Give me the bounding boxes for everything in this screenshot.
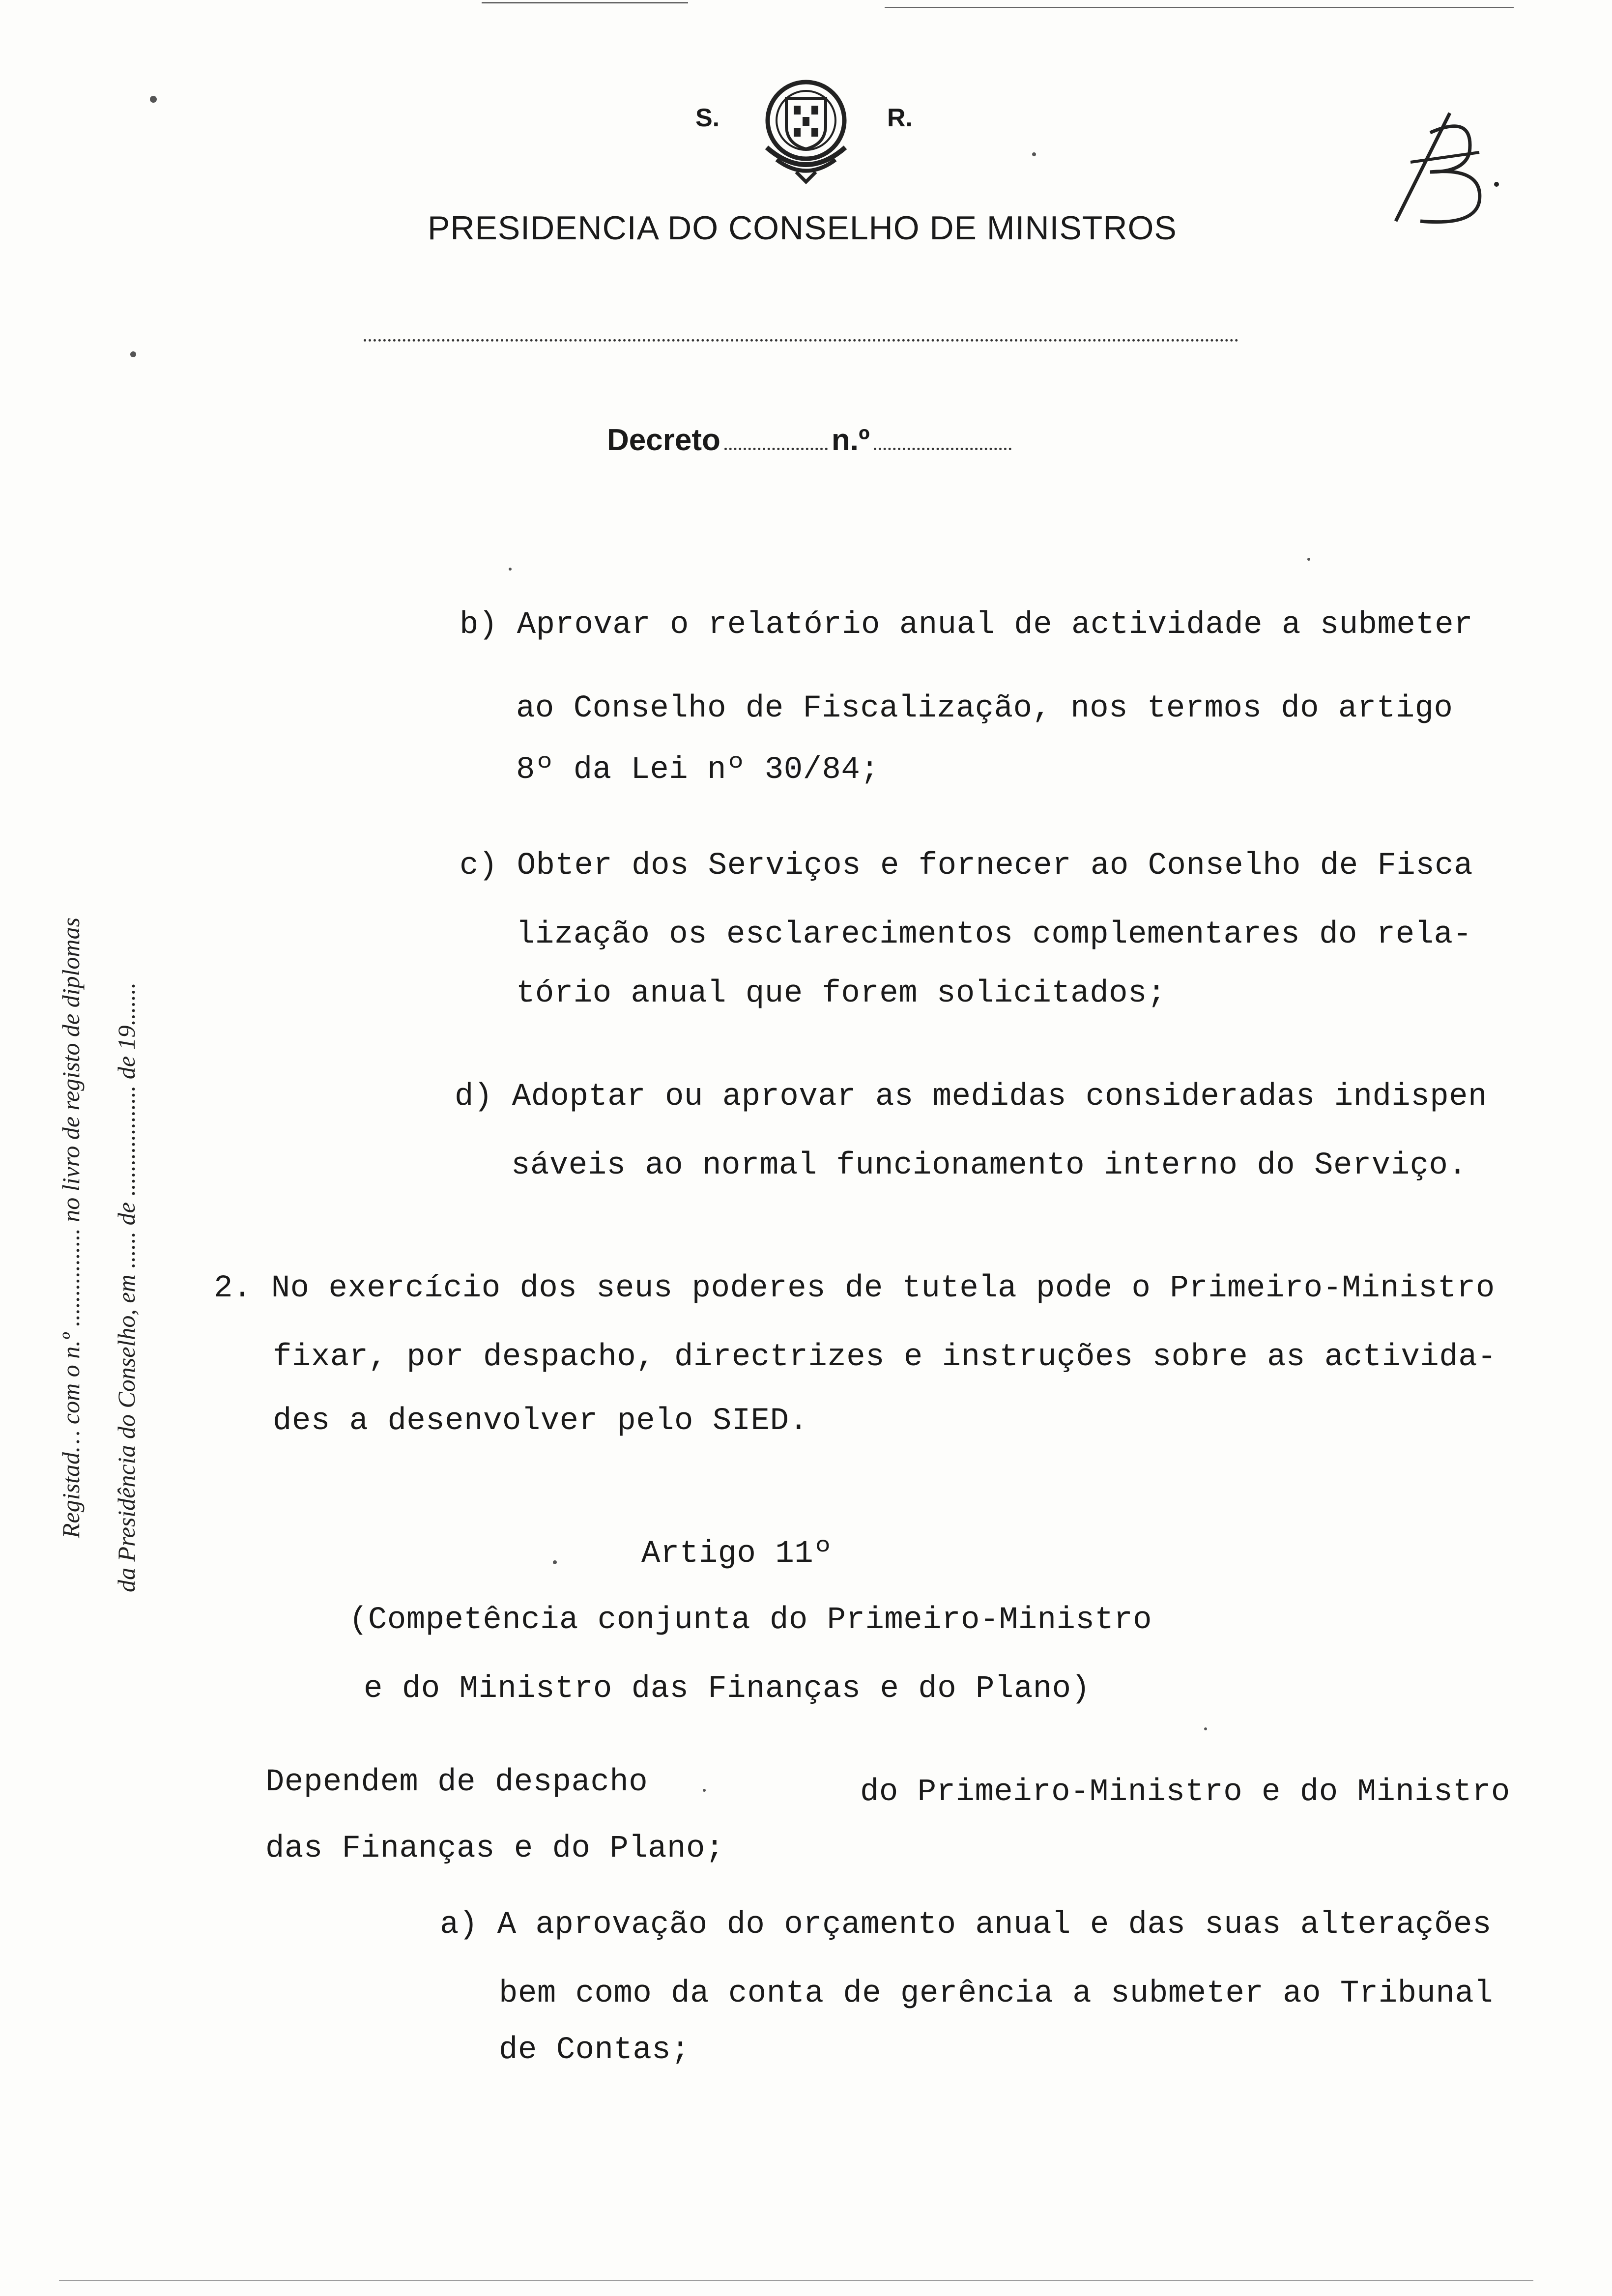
scan-speck — [150, 96, 157, 103]
item-c-line-1: c) Obter dos Serviços e fornecer ao Conselho de Fisca — [460, 848, 1473, 884]
margin-registration-line-1: Registad… com o n.º ................ no livro de registo de diplomas — [57, 917, 85, 1538]
page-title: PRESIDENCIA DO CONSELHO DE MINISTROS — [428, 209, 1177, 247]
scan-speck — [703, 1789, 706, 1792]
item-d-line-1: d) Adoptar ou aprovar as medidas consideradas indispen — [455, 1079, 1487, 1115]
top-edge-line — [482, 2, 688, 3]
title-divider — [364, 339, 1238, 342]
scan-speck — [1307, 558, 1310, 561]
intro-text-line-2: das Finanças e do Plano; — [265, 1831, 724, 1866]
intro-text-right: do Primeiro-Ministro e do Ministro — [860, 1775, 1510, 1810]
item-d-line-2: sáveis ao normal funcionamento interno do Serviço. — [511, 1148, 1468, 1183]
item-c-line-3: tório anual que forem solicitados; — [516, 976, 1166, 1011]
scan-speck — [1204, 1727, 1207, 1730]
scan-speck — [553, 1560, 557, 1564]
number-blank — [874, 448, 1011, 450]
article-title: Artigo 11º — [641, 1536, 833, 1572]
item-b-line-3: 8º da Lei nº 30/84; — [516, 752, 880, 788]
item-a-line-3: de Contas; — [499, 2033, 691, 2068]
portuguese-coat-of-arms-icon — [752, 74, 860, 187]
decreto-blank — [724, 448, 828, 450]
paragraph-2-line-1: 2. No exercício dos seus poderes de tutela pode o Primeiro-Ministro — [214, 1271, 1495, 1306]
item-c-line-2: lização os esclarecimentos complementares do rela- — [516, 917, 1472, 952]
item-a-line-1: a) A aprovação do orçamento anual e das suas alterações — [440, 1907, 1492, 1943]
handwritten-initial-icon — [1376, 103, 1504, 231]
top-edge-line — [885, 7, 1514, 8]
header-left-letter: S. — [695, 104, 720, 132]
header-right-letter: R. — [887, 104, 913, 132]
decreto-field-row — [607, 423, 1015, 458]
intro-text-left: Dependem de despacho — [265, 1765, 648, 1800]
decreto-label: Decreto — [607, 423, 720, 457]
bottom-edge-line — [59, 2280, 1533, 2281]
article-subtitle-line-2: e do Ministro das Finanças e do Plano) — [364, 1671, 1091, 1707]
margin-registration-line-2: da Presidência do Conselho, em ...... de .................. de 19....... — [113, 982, 140, 1592]
scan-speck — [509, 568, 512, 571]
item-a-line-2: bem como da conta de gerência a submeter ao Tribunal — [499, 1976, 1494, 2011]
number-label: n.º — [831, 423, 870, 457]
item-b-line-2: ao Conselho de Fiscalização, nos termos do artigo — [516, 691, 1453, 726]
paragraph-2-line-2: fixar, por despacho, directrizes e instruções sobre as activida- — [273, 1340, 1497, 1375]
paragraph-2-line-3: des a desenvolver pelo SIED. — [273, 1404, 808, 1439]
scan-speck — [130, 351, 136, 357]
scan-speck — [1032, 152, 1036, 156]
item-b-line-1: b) Aprovar o relatório anual de actividade a submeter — [460, 607, 1473, 643]
article-subtitle-line-1: (Competência conjunta do Primeiro-Ministro — [349, 1603, 1152, 1638]
